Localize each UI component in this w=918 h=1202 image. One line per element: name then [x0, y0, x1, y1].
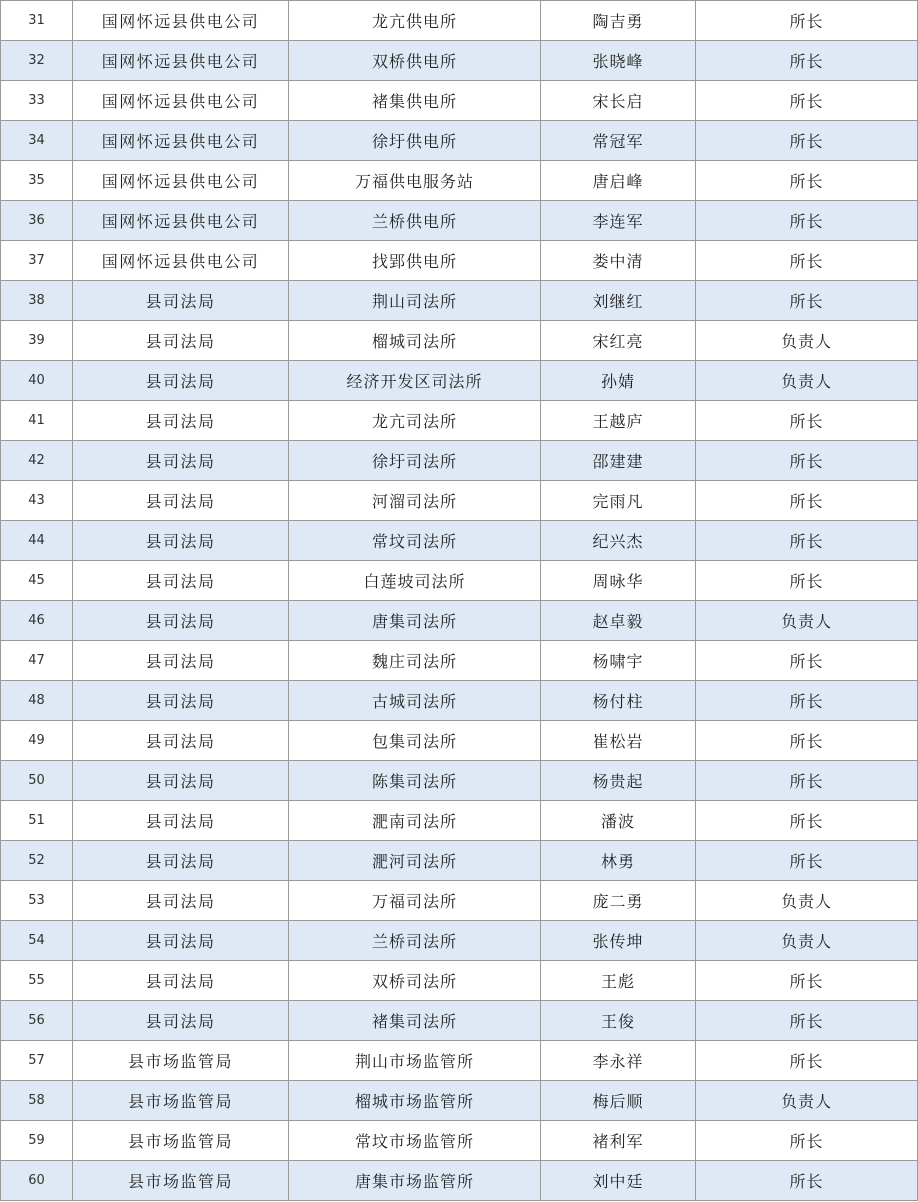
row-number-cell: 52 [1, 841, 73, 881]
position-cell: 所长 [696, 1161, 918, 1201]
position-cell: 所长 [696, 41, 918, 81]
table-row [1, 681, 918, 721]
unit-cell: 经济开发区司法所 [289, 361, 541, 401]
row-number-cell: 54 [1, 921, 73, 961]
person-name-cell: 杨贵起 [541, 761, 696, 801]
unit-cell: 兰桥供电所 [289, 201, 541, 241]
organization-cell: 县司法局 [73, 521, 289, 561]
person-name-cell: 王越庐 [541, 401, 696, 441]
position-cell: 所长 [696, 81, 918, 121]
unit-cell: 常坟市场监管所 [289, 1121, 541, 1161]
organization-cell: 县司法局 [73, 321, 289, 361]
table-row [1, 961, 918, 1001]
organization-cell: 国网怀远县供电公司 [73, 201, 289, 241]
position-cell: 所长 [696, 1121, 918, 1161]
table-row [1, 1081, 918, 1121]
organization-cell: 县司法局 [73, 481, 289, 521]
unit-cell: 包集司法所 [289, 721, 541, 761]
row-number-cell: 35 [1, 161, 73, 201]
row-number-cell: 32 [1, 41, 73, 81]
row-number-cell: 38 [1, 281, 73, 321]
position-cell: 负责人 [696, 1081, 918, 1121]
organization-cell: 县司法局 [73, 641, 289, 681]
row-number-cell: 33 [1, 81, 73, 121]
organization-cell: 县司法局 [73, 801, 289, 841]
table-row [1, 1041, 918, 1081]
unit-cell: 淝河司法所 [289, 841, 541, 881]
organization-cell: 国网怀远县供电公司 [73, 1, 289, 41]
table-row [1, 481, 918, 521]
person-name-cell: 周咏华 [541, 561, 696, 601]
row-number-cell: 58 [1, 1081, 73, 1121]
organization-cell: 县司法局 [73, 561, 289, 601]
position-cell: 所长 [696, 761, 918, 801]
table-row [1, 841, 918, 881]
position-cell: 所长 [696, 1041, 918, 1081]
row-number-cell: 44 [1, 521, 73, 561]
row-number-cell: 42 [1, 441, 73, 481]
row-number-cell: 39 [1, 321, 73, 361]
organization-cell: 县司法局 [73, 361, 289, 401]
table-row [1, 921, 918, 961]
person-name-cell: 张晓峰 [541, 41, 696, 81]
organization-cell: 县司法局 [73, 281, 289, 321]
row-number-cell: 51 [1, 801, 73, 841]
position-cell: 所长 [696, 561, 918, 601]
unit-cell: 唐集市场监管所 [289, 1161, 541, 1201]
unit-cell: 兰桥司法所 [289, 921, 541, 961]
person-name-cell: 刘中廷 [541, 1161, 696, 1201]
organization-cell: 县司法局 [73, 401, 289, 441]
table-row [1, 1, 918, 41]
person-name-cell: 李永祥 [541, 1041, 696, 1081]
unit-cell: 唐集司法所 [289, 601, 541, 641]
row-number-cell: 41 [1, 401, 73, 441]
unit-cell: 河溜司法所 [289, 481, 541, 521]
unit-cell: 徐圩司法所 [289, 441, 541, 481]
position-cell: 所长 [696, 241, 918, 281]
table-row [1, 321, 918, 361]
organization-cell: 国网怀远县供电公司 [73, 81, 289, 121]
position-cell: 所长 [696, 441, 918, 481]
person-name-cell: 王彪 [541, 961, 696, 1001]
organization-cell: 县司法局 [73, 1001, 289, 1041]
table-row [1, 521, 918, 561]
unit-cell: 龙亢司法所 [289, 401, 541, 441]
row-number-cell: 34 [1, 121, 73, 161]
row-number-cell: 50 [1, 761, 73, 801]
unit-cell: 万福供电服务站 [289, 161, 541, 201]
table-row [1, 121, 918, 161]
person-name-cell: 王俊 [541, 1001, 696, 1041]
position-cell: 所长 [696, 201, 918, 241]
person-name-cell: 娄中清 [541, 241, 696, 281]
position-cell: 所长 [696, 481, 918, 521]
table-row [1, 161, 918, 201]
table-row [1, 401, 918, 441]
table-row [1, 561, 918, 601]
position-cell: 所长 [696, 1, 918, 41]
table-row [1, 361, 918, 401]
row-number-cell: 45 [1, 561, 73, 601]
unit-cell: 徐圩供电所 [289, 121, 541, 161]
position-cell: 所长 [696, 681, 918, 721]
table-row [1, 641, 918, 681]
organization-cell: 县司法局 [73, 961, 289, 1001]
organization-cell: 国网怀远县供电公司 [73, 241, 289, 281]
position-cell: 所长 [696, 401, 918, 441]
person-name-cell: 唐启峰 [541, 161, 696, 201]
position-cell: 所长 [696, 801, 918, 841]
organization-cell: 县市场监管局 [73, 1161, 289, 1201]
person-name-cell: 邵建建 [541, 441, 696, 481]
position-cell: 负责人 [696, 361, 918, 401]
organization-cell: 县司法局 [73, 601, 289, 641]
organization-cell: 国网怀远县供电公司 [73, 41, 289, 81]
table-row [1, 1121, 918, 1161]
organization-cell: 县司法局 [73, 841, 289, 881]
person-name-cell: 张传坤 [541, 921, 696, 961]
row-number-cell: 37 [1, 241, 73, 281]
person-name-cell: 潘波 [541, 801, 696, 841]
table-row [1, 601, 918, 641]
position-cell: 负责人 [696, 601, 918, 641]
person-name-cell: 杨啸宇 [541, 641, 696, 681]
table-row [1, 81, 918, 121]
unit-cell: 常坟司法所 [289, 521, 541, 561]
organization-cell: 县市场监管局 [73, 1081, 289, 1121]
position-cell: 所长 [696, 281, 918, 321]
row-number-cell: 43 [1, 481, 73, 521]
organization-cell: 国网怀远县供电公司 [73, 121, 289, 161]
organization-cell: 县司法局 [73, 721, 289, 761]
table-row [1, 241, 918, 281]
row-number-cell: 31 [1, 1, 73, 41]
row-number-cell: 49 [1, 721, 73, 761]
row-number-cell: 53 [1, 881, 73, 921]
person-name-cell: 赵卓毅 [541, 601, 696, 641]
unit-cell: 双桥司法所 [289, 961, 541, 1001]
person-name-cell: 庞二勇 [541, 881, 696, 921]
person-name-cell: 刘继红 [541, 281, 696, 321]
organization-cell: 县司法局 [73, 681, 289, 721]
position-cell: 所长 [696, 721, 918, 761]
person-name-cell: 杨付柱 [541, 681, 696, 721]
organization-cell: 县司法局 [73, 881, 289, 921]
table-row [1, 1001, 918, 1041]
unit-cell: 找郢供电所 [289, 241, 541, 281]
unit-cell: 榴城市场监管所 [289, 1081, 541, 1121]
table-row [1, 721, 918, 761]
person-name-cell: 宋长启 [541, 81, 696, 121]
position-cell: 负责人 [696, 881, 918, 921]
row-number-cell: 48 [1, 681, 73, 721]
organization-cell: 县司法局 [73, 761, 289, 801]
table-row [1, 881, 918, 921]
row-number-cell: 60 [1, 1161, 73, 1201]
position-cell: 所长 [696, 521, 918, 561]
unit-cell: 魏庄司法所 [289, 641, 541, 681]
unit-cell: 褚集供电所 [289, 81, 541, 121]
unit-cell: 龙亢供电所 [289, 1, 541, 41]
unit-cell: 白莲坡司法所 [289, 561, 541, 601]
unit-cell: 荆山司法所 [289, 281, 541, 321]
table-row [1, 1161, 918, 1201]
row-number-cell: 59 [1, 1121, 73, 1161]
position-cell: 所长 [696, 841, 918, 881]
organization-cell: 县司法局 [73, 921, 289, 961]
organization-cell: 县司法局 [73, 441, 289, 481]
table-row [1, 41, 918, 81]
person-name-cell: 崔松岩 [541, 721, 696, 761]
position-cell: 所长 [696, 1001, 918, 1041]
row-number-cell: 36 [1, 201, 73, 241]
table-row [1, 201, 918, 241]
row-number-cell: 47 [1, 641, 73, 681]
unit-cell: 古城司法所 [289, 681, 541, 721]
position-cell: 所长 [696, 641, 918, 681]
person-name-cell: 陶吉勇 [541, 1, 696, 41]
person-name-cell: 褚利军 [541, 1121, 696, 1161]
position-cell: 所长 [696, 161, 918, 201]
unit-cell: 荆山市场监管所 [289, 1041, 541, 1081]
person-name-cell: 孙婧 [541, 361, 696, 401]
position-cell: 所长 [696, 961, 918, 1001]
unit-cell: 榴城司法所 [289, 321, 541, 361]
unit-cell: 褚集司法所 [289, 1001, 541, 1041]
organization-cell: 县市场监管局 [73, 1121, 289, 1161]
person-name-cell: 常冠军 [541, 121, 696, 161]
organization-cell: 县市场监管局 [73, 1041, 289, 1081]
row-number-cell: 40 [1, 361, 73, 401]
person-name-cell: 林勇 [541, 841, 696, 881]
position-cell: 负责人 [696, 321, 918, 361]
table-body [1, 1, 918, 1201]
position-cell: 所长 [696, 121, 918, 161]
table-row [1, 441, 918, 481]
unit-cell: 陈集司法所 [289, 761, 541, 801]
row-number-cell: 55 [1, 961, 73, 1001]
unit-cell: 淝南司法所 [289, 801, 541, 841]
person-name-cell: 李连军 [541, 201, 696, 241]
table-row [1, 281, 918, 321]
position-cell: 负责人 [696, 921, 918, 961]
person-name-cell: 梅后顺 [541, 1081, 696, 1121]
organization-cell: 国网怀远县供电公司 [73, 161, 289, 201]
row-number-cell: 46 [1, 601, 73, 641]
table-row [1, 801, 918, 841]
row-number-cell: 56 [1, 1001, 73, 1041]
unit-cell: 双桥供电所 [289, 41, 541, 81]
person-name-cell: 完雨凡 [541, 481, 696, 521]
table-row [1, 761, 918, 801]
row-number-cell: 57 [1, 1041, 73, 1081]
person-name-cell: 宋红亮 [541, 321, 696, 361]
unit-cell: 万福司法所 [289, 881, 541, 921]
person-name-cell: 纪兴杰 [541, 521, 696, 561]
